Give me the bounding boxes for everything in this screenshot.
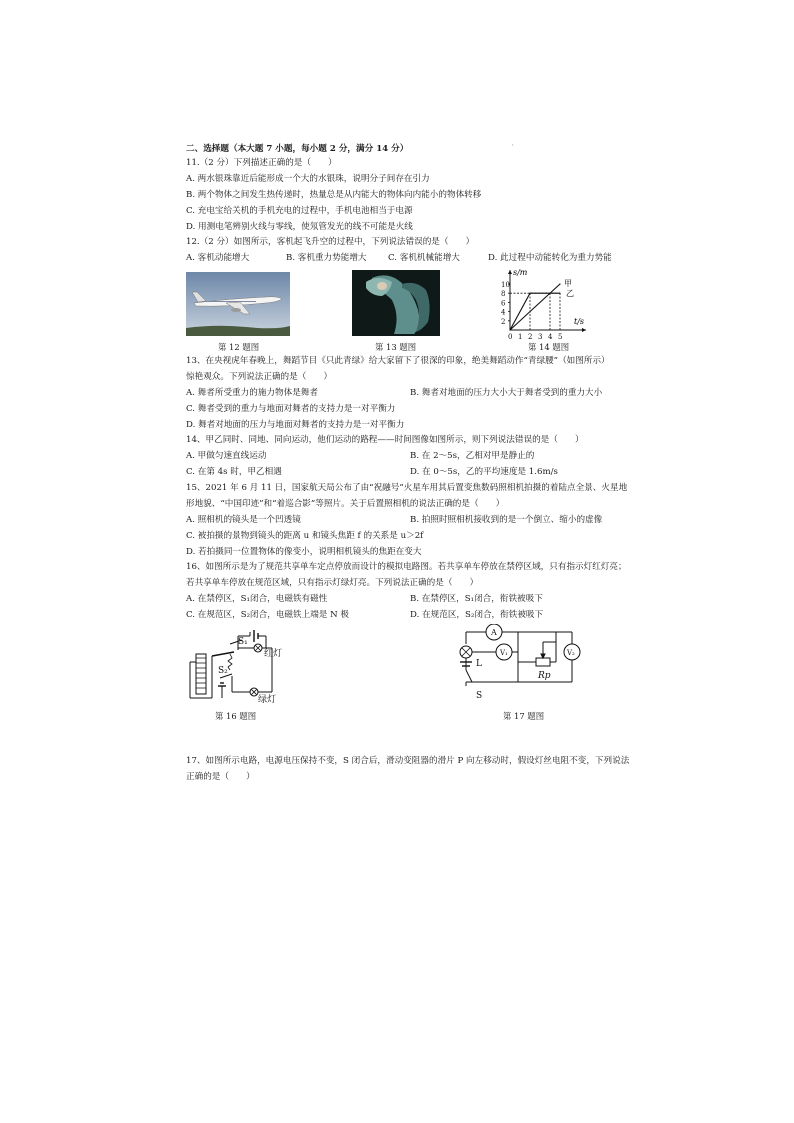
series-label-yi: 乙 [566,289,574,299]
series-line-yi [510,293,560,330]
x-axis-arrow [582,328,586,332]
q13-option-d: D. 舞者对地面的压力与地面对舞者的支持力是一对平衡力 [186,420,405,430]
red-lamp-label: 红灯 [264,649,283,659]
fig14-chart [496,266,606,340]
q15-option-a: A. 照相机的镜头是一个凹透镜 [186,515,301,525]
q16-stem-line2: 若共享单车停放在规范区域，只有指示灯绿灯亮。下列说法正确的是（ ） [186,578,479,588]
q14-option-b: B. 在 2～5s，乙相对甲是静止的 [410,451,535,461]
q12-option-c: C. 客机机械能增大 [388,253,460,263]
ammeter-label: A [491,628,497,637]
v2-label: V₂ [567,649,575,657]
switch-label: S [476,691,483,701]
q11-option-b: B. 两个物体之间发生热传递时，热量总是从内能大的物体向内能小的物体转移 [186,190,482,200]
section-header: 二、选择题（本大题 7 小题，每小题 2 分，满分 14 分） [186,144,409,154]
q15-option-c: C. 被拍摄的景物到镜头的距离 u 和镜头焦距 f 的关系是 u＞2f [186,531,424,541]
q14-stem: 14、甲乙同时、同地、同向运动，他们运动的路程——时间图像如图所示，则下列说法错误的是（ ） [186,435,584,445]
q15-option-b: B. 拍照时照相机接收到的是一个倒立、缩小的虚像 [410,515,603,525]
series-point-1-0 [509,329,510,330]
st-chart-svg [496,266,606,340]
y-tick-label-6: 6 [501,299,506,308]
x-tick-label-3: 3 [538,333,543,340]
green-lamp-label: 绿灯 [258,695,277,705]
q14-option-a: A. 甲做匀速直线运动 [186,451,267,461]
fig12-airplane-photo [186,272,290,336]
q14-option-d: D. 在 0～5s，乙的平均速度是 1.6m/s [410,467,558,477]
q12-stem: 12.（2 分）如图所示，客机起飞升空的过程中，下列说法错误的是（ ） [186,237,475,247]
q13-option-b: B. 舞者对地面的压力大小大于舞者受到的重力大小 [410,388,603,398]
v1-label: V₁ [500,649,508,657]
y-tick-label-2: 2 [501,317,506,326]
series-label-jia: 甲 [564,279,572,288]
scan-mark: ' [512,144,514,151]
q17-stem-line1: 17、如图所示电路，电源电压保持不变，S 闭合后，滑动变阻器的滑片 P 向左移动时，假设灯丝电阻不变，下列说法 [186,756,630,766]
q12-option-b: B. 客机重力势能增大 [286,253,367,263]
x-tick-label-5: 5 [558,333,563,340]
series-point-1-2 [559,293,560,294]
q17-stem-line2: 正确的是（ ） [186,772,255,782]
x-tick-label-1: 1 [518,333,523,340]
x-tick-label-0: 0 [508,333,513,340]
x-tick-label-4: 4 [548,333,553,340]
q14-option-c: C. 在第 4s 时，甲乙相遇 [186,467,282,477]
series-point-1-1 [529,293,530,294]
y-tick-label-4: 4 [501,308,506,317]
fig12-caption: 第 12 题图 [218,342,260,352]
rp-label: Rp [538,671,551,681]
q16-stem-line1: 16、如图所示是为了规范共享单车定点停放而设计的模拟电路图。若共享单车停放在禁停区域，只有指示灯红灯亮； [186,562,627,572]
q15-stem-line1: 15、2021 年 6 月 11 日，国家航天局公布了由“祝融号”火星车用其后置变焦数码照相机拍摄的着陆点全景、火星地 [186,483,628,493]
y-axis-label: s/m [513,268,528,277]
lamp-label: L [476,659,482,669]
fig17-caption: 第 17 题图 [503,711,545,721]
q11-option-a: A. 两水银珠靠近后能形成一个大的水银珠，说明分子间存在引力 [186,174,430,184]
s2-label: S₂ [218,666,228,676]
fig16-caption: 第 16 题图 [215,711,257,721]
s1-label: S₁ [238,637,248,647]
q13-option-c: C. 舞者受到的重力与地面对舞者的支持力是一对平衡力 [186,404,396,414]
rheostat-rp [536,658,550,666]
fig13-dancer-photo [352,270,440,336]
q12-option-a: A. 客机动能增大 [186,253,250,263]
q13-stem-line1: 13、在央视虎年春晚上，舞蹈节目《只此青绿》给大家留下了很深的印象，绝美舞蹈动作“青绿腰”（如图所示） [186,356,610,366]
q16-option-c: C. 在规范区，S₂闭合，电磁铁上端是 N 极 [186,610,349,620]
series-point-0-1 [559,283,560,284]
q16-option-a: A. 在禁停区，S₁闭合，电磁铁有磁性 [186,594,328,604]
fig13-caption: 第 13 题图 [375,342,417,352]
q11-option-c: C. 充电宝给关机的手机充电的过程中，手机电池相当于电源 [186,206,413,216]
q13-stem-line2: 惊艳观众。下列说法正确的是（ ） [186,372,333,382]
q11-option-d: D. 用测电笔辨别火线与零线，使氖管发光的线不可能是火线 [186,222,413,232]
q15-option-d: D. 若拍摄同一位置物体的像变小，说明相机镜头的焦距在变大 [186,547,422,557]
fig17-circuit [456,624,586,704]
q11-stem: 11.（2 分）下列描述正确的是（ ） [186,158,337,168]
spring [228,654,232,670]
q16-option-d: D. 在规范区，S₂闭合，衔铁被吸下 [410,610,544,620]
switch-s [466,670,472,682]
y-tick-label-8: 8 [501,290,506,299]
fig16-relay-circuit [186,626,286,706]
q15-stem-line2: 形地貌、“中国印迹”和“着巡合影”等照片。关于后置照相机的说法正确的是（ ） [186,499,505,509]
x-axis-label: t/s [574,317,585,326]
fig14-caption: 第 14 题图 [528,342,570,352]
y-axis-arrow [508,270,512,274]
q13-option-a: A. 舞者所受重力的施力物体是舞者 [186,388,318,398]
y-tick-label-10: 10 [501,281,510,289]
series-line-jia [510,284,560,330]
q16-option-b: B. 在禁停区，S₁闭合，衔铁被吸下 [410,594,543,604]
q12-option-d: D. 此过程中动能转化为重力势能 [488,253,612,263]
x-tick-label-2: 2 [528,333,533,340]
